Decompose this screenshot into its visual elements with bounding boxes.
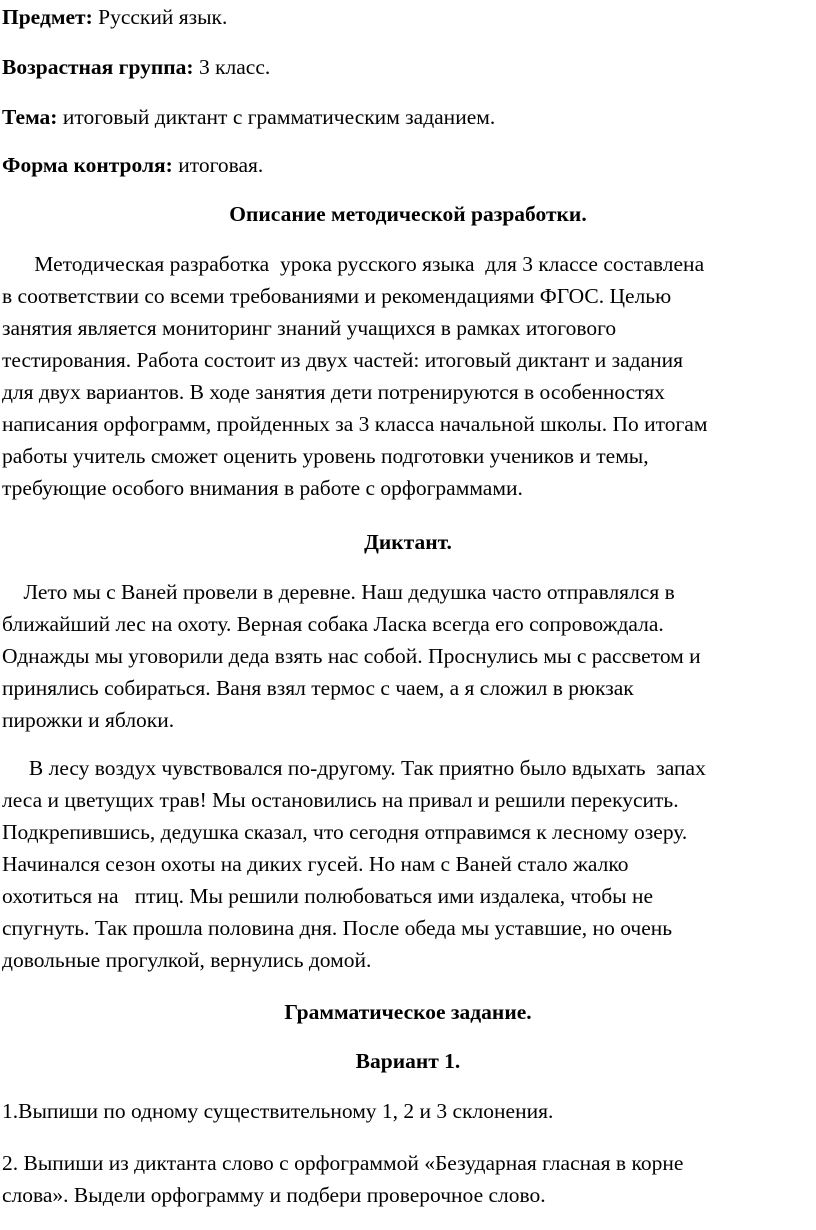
control-form-line xyxy=(2,152,263,178)
dictation-line: пирожки и яблоки. xyxy=(2,708,175,732)
dictation-line: Подкрепившись, дедушка сказал, что сегодня отправимся к лесному озеру. xyxy=(2,820,688,844)
control-form-value: итоговая. xyxy=(172,153,264,177)
topic-value: итоговый диктант с грамматическим заданием. xyxy=(57,105,496,129)
task-2 xyxy=(2,1147,814,1211)
variant-heading: Вариант 1. xyxy=(355,1049,461,1073)
description-line: работы учитель сможет оценить уровень подготовки учеников и темы, xyxy=(2,444,649,468)
age-group-line xyxy=(2,54,270,80)
dictation-paragraph-1 xyxy=(2,576,814,736)
dictation-line: принялись собираться. Ваня взял термос с чаем, а я сложил в рюкзак xyxy=(2,676,634,700)
dictation-line: Лето мы с Ваней провели в деревне. Наш дедушка часто отправлялся в xyxy=(2,580,675,604)
description-heading: Описание методической разработки. xyxy=(229,202,587,226)
dictation-heading: Диктант. xyxy=(364,530,452,554)
subject-line xyxy=(2,4,227,30)
description-line: занятия является мониторинг знаний учащихся в рамках итогового xyxy=(2,316,617,340)
description-line: написания орфограмм, пройденных за 3 класса начальной школы. По итогам xyxy=(2,412,708,436)
description-line: для двух вариантов. В ходе занятия дети потренируются в особенностях xyxy=(2,380,665,404)
task-2-line: 2. Выпиши из диктанта слово с орфограммой «Безударная гласная в корне xyxy=(2,1151,684,1175)
task-1: 1.Выпиши по одному существительному 1, 2 и 3 склонения. xyxy=(2,1099,554,1123)
dictation-line: Однажды мы уговорили деда взять нас собой. Проснулись мы с рассветом и xyxy=(2,644,701,668)
dictation-line: Начинался сезон охоты на диких гусей. Но нам с Ваней стало жалко xyxy=(2,852,629,876)
subject-value: Русский язык. xyxy=(92,5,228,29)
grammar-task-heading: Грамматическое задание. xyxy=(284,1000,532,1024)
dictation-line: леса и цветущих трав! Мы остановились на привал и решили перекусить. xyxy=(2,788,679,812)
description-line: тестирования. Работа состоит из двух частей: итоговый диктант и задания xyxy=(2,348,684,372)
topic-line xyxy=(2,104,495,130)
task-2-line: слова». Выдели орфограмму и подбери проверочное слово. xyxy=(2,1183,546,1207)
description-line: в соответствии со всеми требованиями и рекомендациями ФГОС. Целью xyxy=(2,284,672,308)
description-line: Методическая разработка урока русского языка для 3 классе составлена xyxy=(2,252,705,276)
age-group-value: 3 класс. xyxy=(193,55,271,79)
topic-label: Тема: xyxy=(2,105,58,129)
subject-label: Предмет: xyxy=(2,5,93,29)
description-paragraph xyxy=(2,248,814,504)
dictation-line: довольные прогулкой, вернулись домой. xyxy=(2,948,372,972)
description-line: требующие особого внимания в работе с орфограммами. xyxy=(2,476,523,500)
control-form-label: Форма контроля: xyxy=(2,153,173,177)
dictation-line: ближайший лес на охоту. Верная собака Ласка всегда его сопровождала. xyxy=(2,612,664,636)
dictation-line: охотиться на птиц. Мы решили полюбоваться ими издалека, чтобы не xyxy=(2,884,654,908)
age-group-label: Возрастная группа: xyxy=(2,55,194,79)
dictation-line: В лесу воздух чувствовался по-другому. Так приятно было вдыхать запах xyxy=(2,756,706,780)
dictation-paragraph-2 xyxy=(2,752,814,976)
dictation-line: спугнуть. Так прошла половина дня. После обеда мы уставшие, но очень xyxy=(2,916,673,940)
